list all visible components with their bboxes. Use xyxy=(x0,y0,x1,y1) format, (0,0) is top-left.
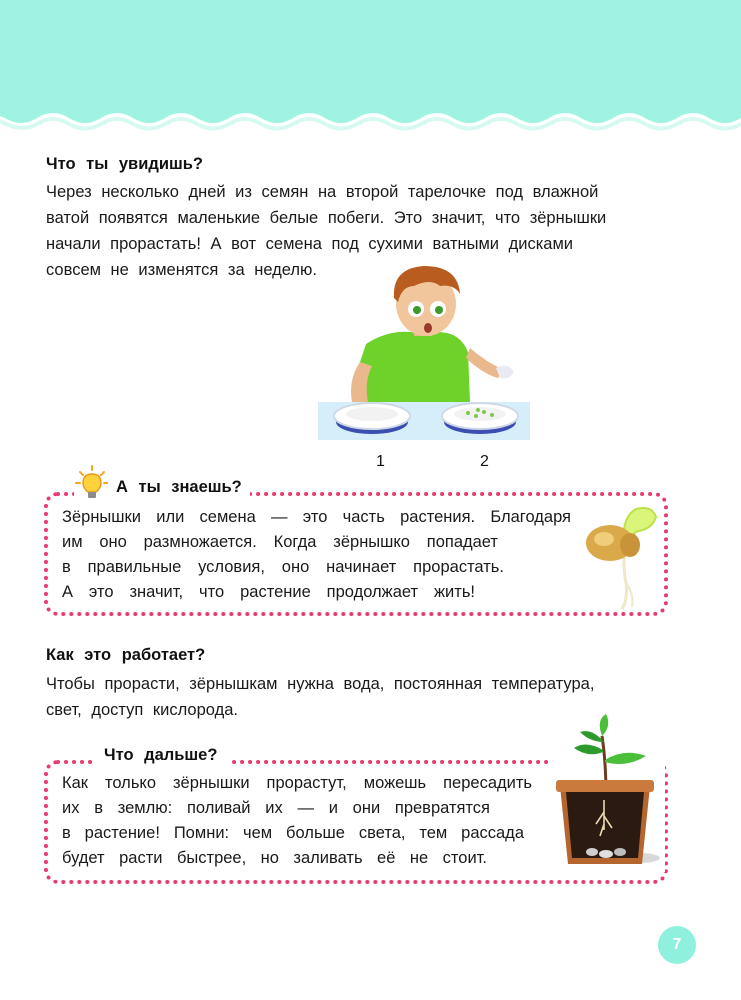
text-line: ватой появятся маленькие белые побеги. Это значит, что зёрнышки xyxy=(46,209,607,227)
text-line: в правильные условия, оно начинает прорастать. xyxy=(62,558,504,576)
next-box-title: Что дальше? xyxy=(92,746,229,765)
text-line: будет расти быстрее, но заливать её не стоит. xyxy=(62,849,487,867)
text-line: Зёрнышки или семена — это часть растения. Благодаря xyxy=(62,508,571,526)
section-title-how-it-works: Как это работает? xyxy=(46,646,206,664)
fact-box-title: А ты знаешь? xyxy=(108,478,250,497)
boy-with-plates-illustration xyxy=(318,262,533,444)
text-line: начали прорастать! А вот семена под сухими ватными дисками xyxy=(46,235,574,253)
text-line: Как только зёрнышки прорастут, можешь пересадить xyxy=(62,774,532,792)
text-line: им оно размножается. Когда зёрнышко попадает xyxy=(62,533,498,551)
plate-label-1: 1 xyxy=(376,453,385,470)
header-band xyxy=(0,0,741,140)
text-line: А это значит, что растение продолжает жить! xyxy=(62,583,475,601)
lightbulb-icon xyxy=(74,464,110,502)
fact-box-text xyxy=(62,505,571,605)
text-line: Чтобы прорасти, зёрнышкам нужна вода, постоянная температура, xyxy=(46,675,595,693)
text-line: свет, доступ кислорода. xyxy=(46,701,238,719)
text-line: совсем не изменятся за неделю. xyxy=(46,261,318,279)
plate-label-2: 2 xyxy=(480,453,489,470)
sprouting-seed-icon xyxy=(582,503,662,613)
text-line: Через несколько дней из семян на второй тарелочке под влажной xyxy=(46,183,599,201)
section-title-what-you-see: Что ты увидишь? xyxy=(46,155,203,173)
potted-seedling-icon xyxy=(550,712,665,872)
text-line: в растение! Помни: чем больше света, тем рассада xyxy=(62,824,524,842)
page-number: 7 xyxy=(658,926,696,964)
text-line: их в землю: поливай их — и они превратятся xyxy=(62,799,490,817)
next-box-text xyxy=(62,771,532,871)
